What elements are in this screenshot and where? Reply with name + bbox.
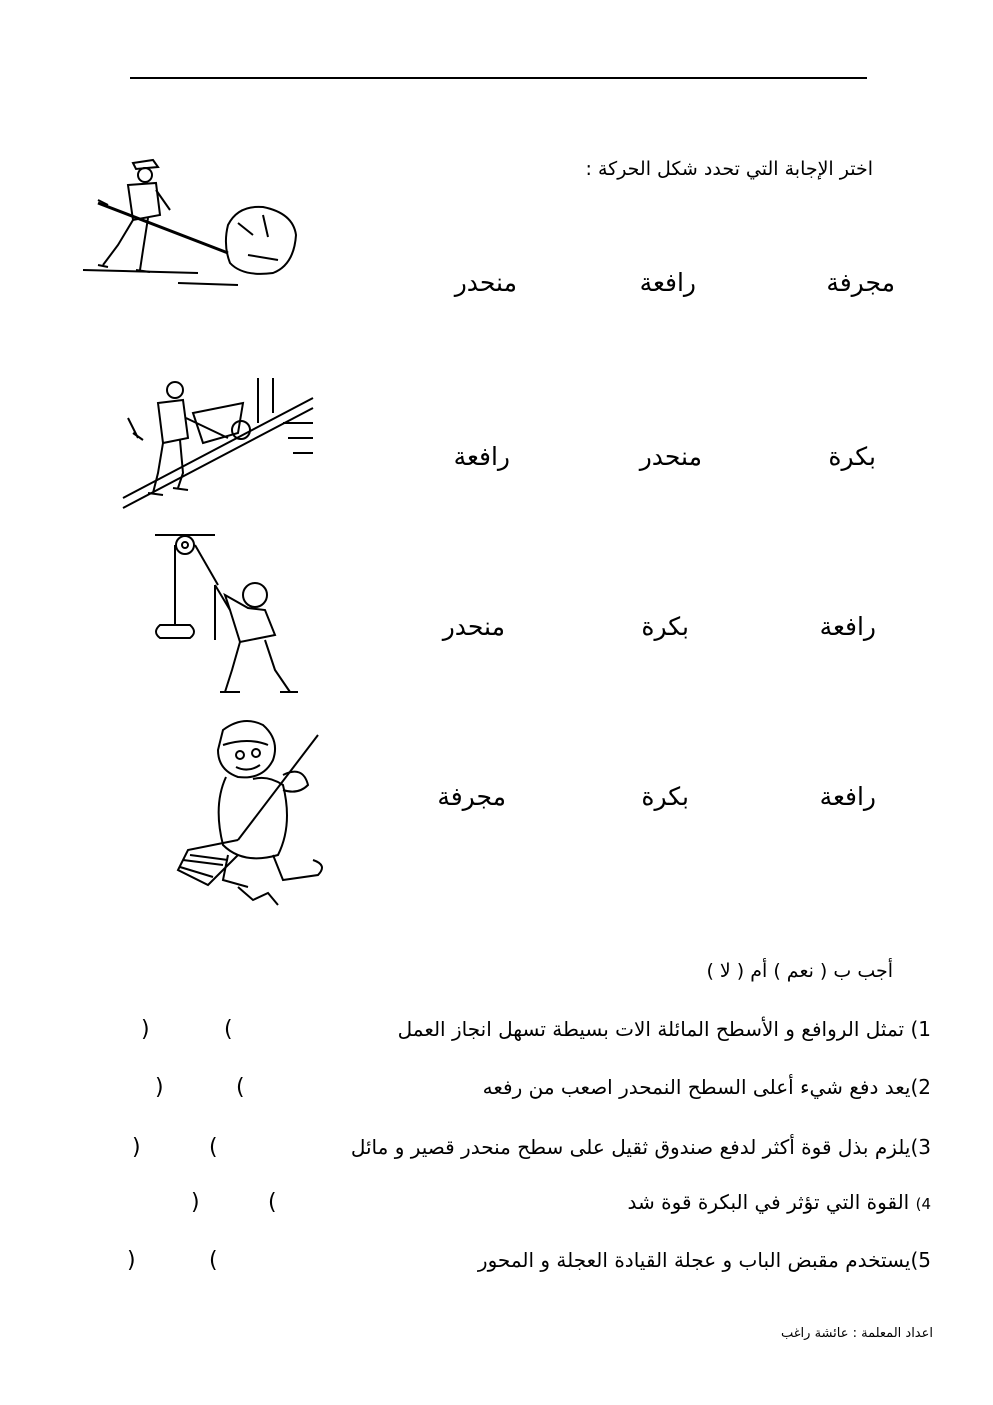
- question-3-option-2[interactable]: بكرة: [641, 612, 689, 641]
- question-2-option-2[interactable]: منحدر: [639, 442, 702, 471]
- statement-number: 5): [910, 1248, 931, 1272]
- statement-5: [478, 1248, 931, 1272]
- answer-5-open[interactable]: (: [209, 1248, 218, 1273]
- statement-number: 4): [915, 1195, 931, 1213]
- top-rule: [130, 77, 867, 79]
- answer-3-open[interactable]: (: [209, 1135, 218, 1160]
- answer-2-open[interactable]: (: [236, 1075, 245, 1100]
- question-1-option-3[interactable]: منحدر: [454, 268, 517, 297]
- statement-3: [351, 1135, 931, 1159]
- answer-4-open[interactable]: (: [268, 1190, 277, 1215]
- answer-5-close[interactable]: ): [127, 1248, 136, 1273]
- statement-1: [398, 1017, 931, 1041]
- statement-number: 3): [910, 1135, 931, 1159]
- statement-text: يلزم بذل قوة أكثر لدفع صندوق ثقيل على سطح منحدر قصير و مائل: [350, 1135, 911, 1159]
- question-4-option-1[interactable]: رافعة: [819, 782, 876, 811]
- answer-1-open[interactable]: (: [224, 1017, 233, 1042]
- answer-1-close[interactable]: ): [141, 1017, 150, 1042]
- teacher-credit: اعداد المعلمة : عائشة راغب: [780, 1326, 933, 1341]
- cartoon-rake-icon: [168, 715, 333, 910]
- statement-2: [483, 1075, 931, 1099]
- statement-text: يعد دفع شيء أعلى السطح النمحدر اصعب من رفعه: [482, 1075, 911, 1099]
- answer-3-close[interactable]: ): [132, 1135, 141, 1160]
- question-1-option-1[interactable]: مجرفة: [826, 268, 895, 297]
- statement-number: 1): [910, 1017, 931, 1041]
- answer-4-close[interactable]: ): [191, 1190, 200, 1215]
- question-4-option-2[interactable]: بكرة: [641, 782, 689, 811]
- answer-2-close[interactable]: ): [155, 1075, 164, 1100]
- yes-no-title: أجب ب ( نعم ) أم ( لا ): [706, 960, 893, 982]
- question-3-option-1[interactable]: رافعة: [819, 612, 876, 641]
- man-lever-rock-icon: [78, 155, 303, 290]
- statement-text: يستخدم مقبض الباب و عجلة القيادة العجلة و المحور: [477, 1248, 911, 1272]
- question-3-option-3[interactable]: منحدر: [442, 612, 505, 641]
- question-1-option-2[interactable]: رافعة: [639, 268, 696, 297]
- question-2-option-3[interactable]: رافعة: [453, 442, 510, 471]
- man-wheelbarrow-ramp-icon: [108, 378, 323, 518]
- boy-pulley-icon: [140, 530, 305, 700]
- statement-text: تمثل الروافع و الأسطح المائلة الات بسيطة تسهل انجاز العمل: [397, 1017, 911, 1041]
- question-2-option-1[interactable]: بكرة: [828, 442, 876, 471]
- statement-4: [628, 1190, 931, 1214]
- statement-number: 2): [910, 1075, 931, 1099]
- statement-text: القوة التي تؤثر في البكرة قوة شد: [627, 1190, 916, 1214]
- question-4-option-3[interactable]: مجرفة: [437, 782, 506, 811]
- instruction: اختر الإجابة التي تحدد شكل الحركة :: [585, 158, 873, 180]
